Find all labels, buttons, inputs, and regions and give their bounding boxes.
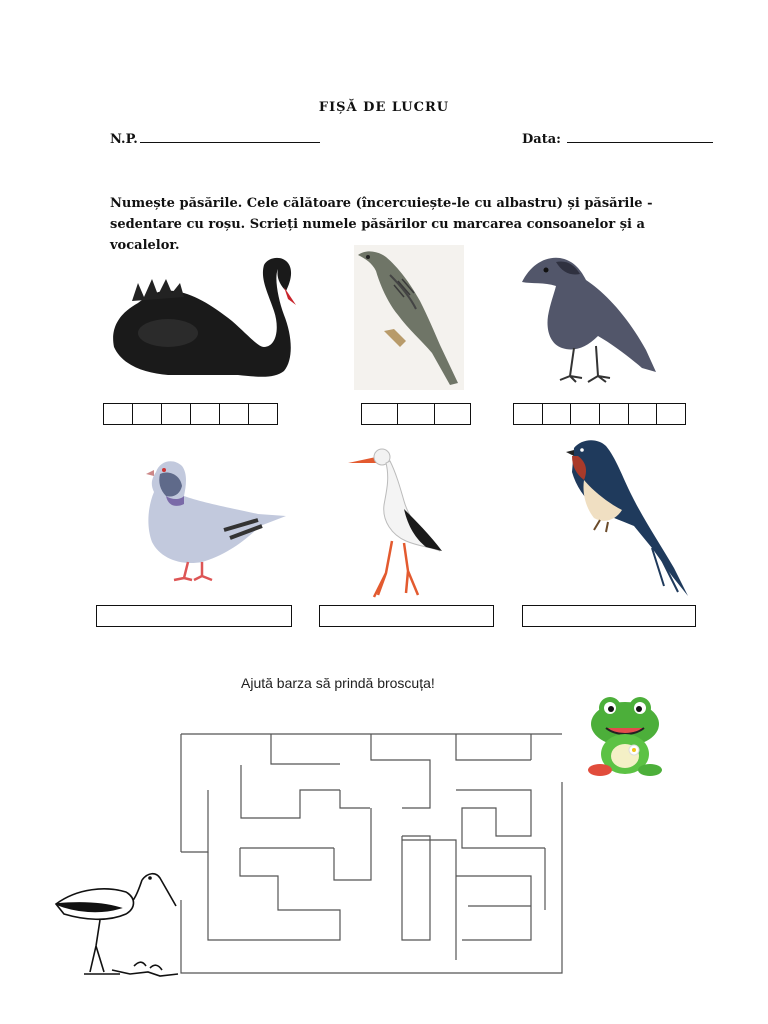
maze-title: Ajută barza să prindă broscuța! [241, 675, 435, 691]
name-label: N.P. [110, 132, 138, 147]
stork-drawing-icon [50, 862, 182, 980]
worksheet-title: FIȘĂ DE LUCRU [318, 100, 450, 115]
date-label: Data: [522, 132, 561, 147]
instructions-text: Numește păsările. Cele călătoare (încercuiește-le cu albastru) și păsările - sedentare cu roșu. Scrieți numele păsărilor cu marcarea consoanelor și a vocalelor. [110, 196, 653, 253]
